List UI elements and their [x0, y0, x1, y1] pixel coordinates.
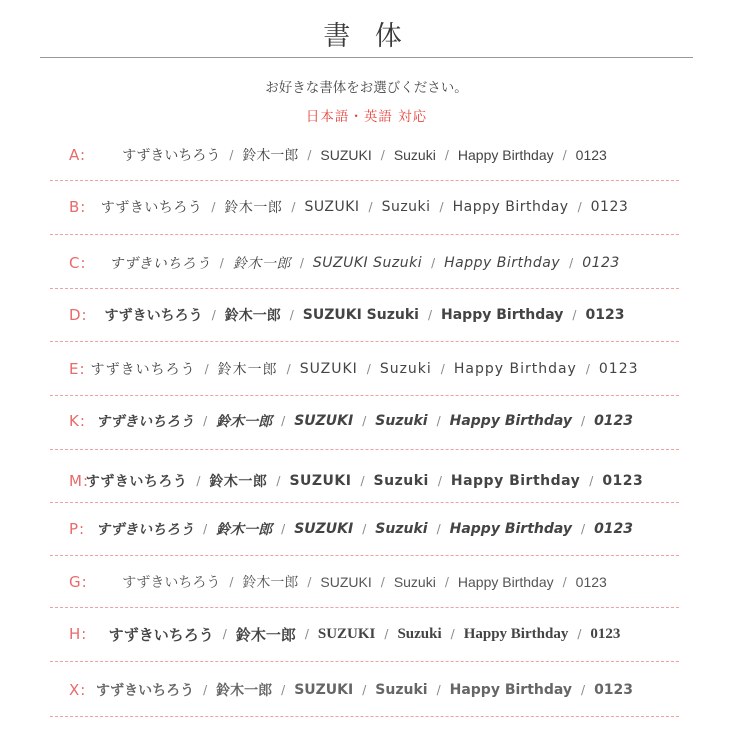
row-divider — [50, 288, 679, 289]
row-divider — [50, 716, 679, 717]
separator: / — [577, 627, 582, 641]
sample-kanji: 鈴木一郎 — [224, 200, 283, 216]
sample-uppercase: SUZUKI — [294, 413, 354, 429]
sample-uppercase: SUZUKI — [304, 199, 360, 215]
sample-hiragana: すずきいちろう — [104, 308, 203, 324]
separator: / — [281, 522, 286, 536]
separator: / — [362, 414, 367, 428]
sample-uppercase: SUZUKI — [320, 574, 372, 590]
separator: / — [380, 575, 385, 589]
separator: / — [229, 575, 234, 589]
font-samples — [50, 195, 679, 219]
font-letter: B: — [69, 198, 87, 216]
sample-hiragana: すずきいちろう — [108, 627, 214, 644]
separator: / — [360, 474, 365, 488]
sample-phrase: Happy Birthday — [444, 255, 561, 271]
separator: / — [444, 148, 449, 162]
subtitle: お好きな書体をお選びください。 — [265, 80, 468, 96]
font-samples — [50, 357, 679, 381]
separator: / — [436, 683, 441, 697]
font-samples — [50, 678, 679, 702]
row-divider — [50, 180, 679, 181]
sample-digits: 0123 — [598, 361, 639, 377]
sample-digits: 0123 — [575, 574, 607, 590]
separator: / — [229, 148, 234, 162]
sample-phrase: Happy Birthday — [463, 625, 569, 642]
separator: / — [581, 522, 586, 536]
separator: / — [569, 256, 574, 270]
font-samples — [50, 409, 679, 433]
font-row-a[interactable] — [50, 143, 679, 167]
sample-hiragana: すずきいちろう — [122, 574, 221, 590]
sample-digits: 0123 — [602, 473, 644, 489]
sample-capitalized: Suzuki — [375, 682, 428, 698]
row-divider — [50, 234, 679, 235]
font-row-k[interactable] — [50, 409, 679, 433]
separator: / — [281, 683, 286, 697]
sample-hiragana: すずきいちろう — [122, 147, 221, 163]
separator: / — [436, 414, 441, 428]
separator: / — [562, 148, 567, 162]
separator: / — [431, 256, 436, 270]
sample-kanji: 鈴木一郎 — [224, 308, 281, 324]
font-samples — [50, 469, 679, 493]
separator: / — [437, 474, 442, 488]
sample-kanji: 鈴木一郎 — [216, 522, 273, 538]
sample-kanji: 鈴木一郎 — [217, 362, 278, 378]
sample-capitalized: Suzuki — [393, 147, 436, 163]
font-row-h[interactable] — [50, 622, 679, 646]
font-letter: H: — [69, 625, 88, 643]
font-letter: E: — [69, 360, 86, 378]
sample-capitalized: Suzuki — [393, 574, 436, 590]
separator: / — [581, 414, 586, 428]
sample-kanji: 鈴木一郎 — [216, 414, 273, 430]
separator: / — [427, 308, 433, 322]
font-row-p[interactable] — [50, 517, 679, 541]
sample-kanji: 鈴木一郎 — [216, 683, 273, 699]
separator: / — [204, 362, 209, 376]
sample-kanji: 鈴木一郎 — [235, 627, 296, 644]
sample-uppercase: SUZUKI — [294, 521, 354, 537]
separator: / — [281, 414, 286, 428]
sample-hiragana: すずきいちろう — [100, 200, 203, 216]
sample-digits: 0123 — [585, 307, 625, 323]
separator: / — [581, 683, 586, 697]
separator: / — [572, 308, 577, 322]
separator: / — [444, 575, 449, 589]
row-divider — [50, 502, 679, 503]
row-divider — [50, 555, 679, 556]
font-row-d[interactable] — [50, 303, 679, 327]
sample-phrase: Happy Birthday — [449, 521, 573, 537]
sample-digits: 0123 — [575, 147, 607, 163]
font-samples — [50, 570, 679, 594]
sample-name-latin: SUZUKI Suzuki — [312, 255, 423, 271]
separator: / — [362, 522, 367, 536]
font-samples — [50, 251, 679, 275]
separator: / — [211, 200, 216, 214]
sample-kanji: 鈴木一郎 — [242, 574, 299, 590]
row-divider — [50, 341, 679, 342]
font-samples — [50, 303, 679, 327]
sample-capitalized: Suzuki — [373, 473, 429, 489]
font-row-g[interactable] — [50, 570, 679, 594]
font-letter: C: — [69, 254, 87, 272]
sample-capitalized: Suzuki — [381, 199, 431, 215]
sample-phrase: Happy Birthday — [441, 307, 564, 323]
separator: / — [276, 474, 281, 488]
sample-phrase: Happy Birthday — [450, 473, 581, 489]
sample-hiragana: すずきいちろう — [109, 256, 211, 272]
sample-capitalized: Suzuki — [375, 521, 428, 537]
separator: / — [286, 362, 291, 376]
sample-capitalized: Suzuki — [397, 625, 442, 642]
separator: / — [203, 683, 208, 697]
sample-hiragana: すずきいちろう — [95, 414, 195, 430]
row-divider — [50, 449, 679, 450]
row-divider — [50, 607, 679, 608]
separator: / — [203, 414, 208, 428]
sample-uppercase: SUZUKI — [320, 147, 372, 163]
separator: / — [304, 627, 309, 641]
sample-phrase: Happy Birthday — [449, 682, 573, 698]
separator: / — [384, 627, 389, 641]
row-divider — [50, 395, 679, 396]
separator: / — [577, 200, 582, 214]
separator: / — [436, 522, 441, 536]
separator: / — [450, 627, 455, 641]
sample-name-latin: SUZUKI Suzuki — [302, 307, 419, 323]
sample-uppercase: SUZUKI — [317, 625, 376, 642]
row-divider — [50, 661, 679, 662]
sample-digits: 0123 — [594, 413, 634, 429]
separator: / — [439, 200, 444, 214]
font-letter: X: — [69, 681, 87, 699]
sample-capitalized: Suzuki — [379, 361, 432, 377]
sample-kanji: 鈴木一郎 — [242, 147, 299, 163]
sample-digits: 0123 — [594, 521, 634, 537]
font-letter: A: — [69, 146, 87, 164]
separator: / — [307, 148, 312, 162]
sample-phrase: Happy Birthday — [457, 574, 554, 590]
font-samples — [50, 622, 679, 646]
separator: / — [307, 575, 312, 589]
font-row-c[interactable] — [50, 251, 679, 275]
font-letter: D: — [69, 306, 88, 324]
separator: / — [562, 575, 567, 589]
sample-phrase: Happy Birthday — [453, 361, 577, 377]
separator: / — [289, 308, 294, 322]
sample-capitalized: Suzuki — [375, 413, 428, 429]
font-samples — [50, 517, 679, 541]
separator: / — [211, 308, 216, 322]
sample-hiragana: すずきいちろう — [95, 683, 195, 699]
sample-kanji: 鈴木一郎 — [232, 256, 291, 272]
sample-uppercase: SUZUKI — [289, 473, 352, 489]
separator: / — [368, 200, 373, 214]
sample-digits: 0123 — [590, 625, 621, 642]
font-letter: P: — [69, 520, 86, 538]
sample-phrase: Happy Birthday — [457, 147, 554, 163]
font-letter: G: — [69, 573, 88, 591]
sample-hiragana: すずきいちろう — [90, 362, 196, 378]
font-row-m[interactable] — [50, 469, 679, 493]
separator: / — [440, 362, 445, 376]
font-row-x[interactable] — [50, 678, 679, 702]
separator: / — [196, 474, 201, 488]
sample-uppercase: SUZUKI — [294, 682, 354, 698]
separator: / — [299, 256, 304, 270]
sample-digits: 0123 — [590, 199, 629, 215]
font-letter: M: — [69, 472, 89, 490]
language-support-note: 日本語・英語 対応 — [305, 109, 428, 125]
font-row-b[interactable] — [50, 195, 679, 219]
separator: / — [589, 474, 594, 488]
title-divider — [40, 57, 693, 58]
sample-uppercase: SUZUKI — [299, 361, 358, 377]
separator: / — [219, 256, 224, 270]
sample-phrase: Happy Birthday — [452, 199, 569, 215]
sample-hiragana: すずきいちろう — [95, 522, 195, 538]
separator: / — [380, 148, 385, 162]
separator: / — [585, 362, 590, 376]
separator: / — [222, 627, 227, 641]
font-row-e[interactable] — [50, 357, 679, 381]
sample-digits: 0123 — [594, 682, 634, 698]
page-title: 書 体 — [323, 21, 410, 52]
sample-kanji: 鈴木一郎 — [209, 474, 268, 490]
sample-phrase: Happy Birthday — [449, 413, 573, 429]
separator: / — [291, 200, 296, 214]
font-letter: K: — [69, 412, 86, 430]
sample-digits: 0123 — [582, 255, 620, 271]
font-samples — [50, 143, 679, 167]
separator: / — [203, 522, 208, 536]
sample-hiragana: すずきいちろう — [85, 474, 188, 490]
separator: / — [366, 362, 371, 376]
separator: / — [362, 683, 367, 697]
